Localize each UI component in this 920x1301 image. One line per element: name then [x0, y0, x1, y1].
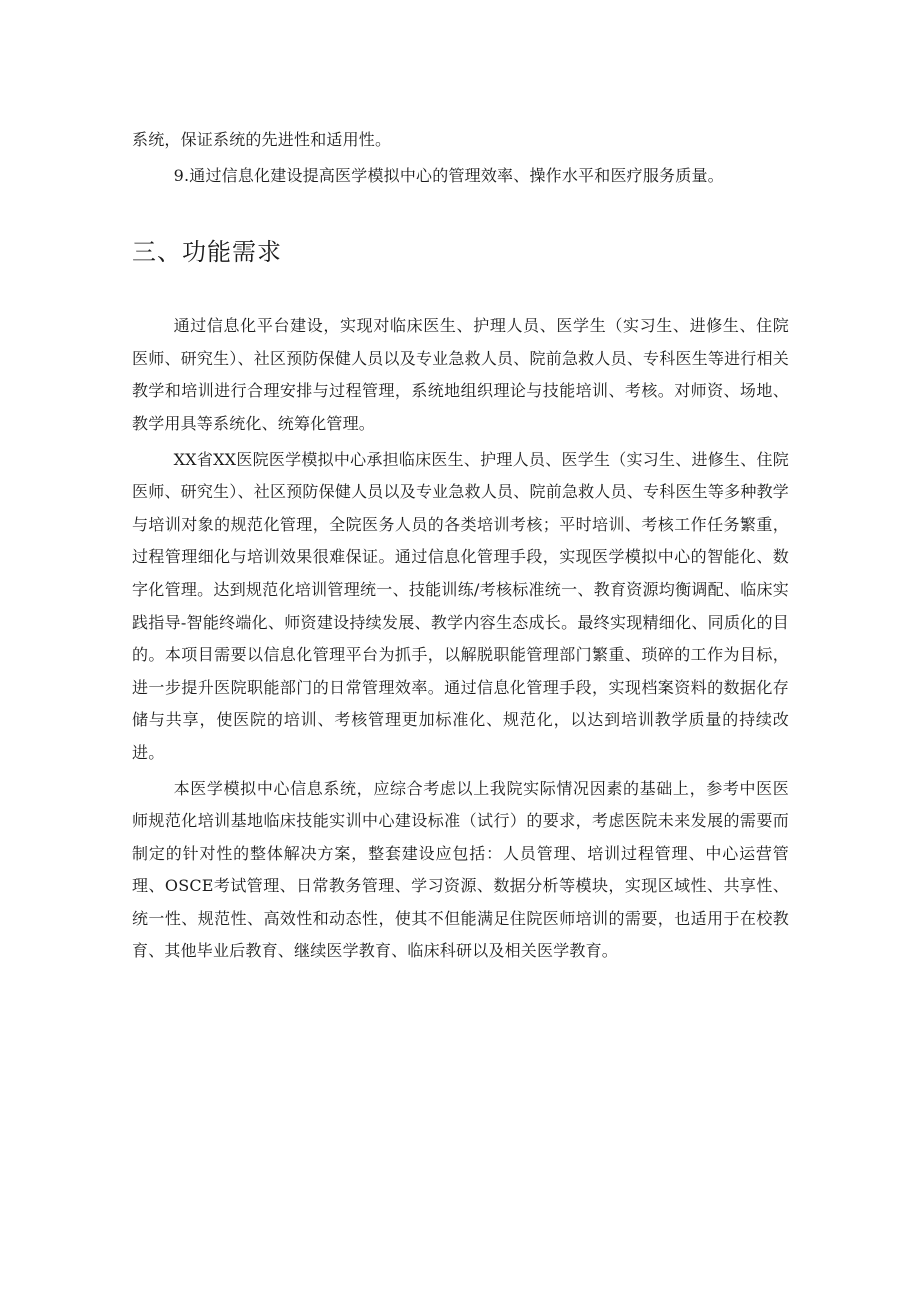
paragraph-2: XX省XX医院医学模拟中心承担临床医生、护理人员、医学生（实习生、进修生、住院医师、研究生）、社区预防保健人员以及专业急救人员、院前急救人员、专科医生等多种教学与培训对象的规范化管理，全院医务人员的各类培训考核；平时培训、考核工作任务繁重，过程管理细化与培训效果很难保证。通过信息化管理手段，实现医学模拟中心的智能化、数字化管理。达到规范化培训管理统一、技能训练/考核标准统一、教育资源均衡调配、临床实践指导-智能终端化、师资建设持续发展、教学内容生态成长。最终实现精细化、同质化的目的。本项目需要以信息化管理平台为抓手，以解脱职能管理部门繁重、琐碎的工作为目标，进一步提升医院职能部门的日常管理效率。通过信息化管理手段，实现档案资料的数据化存储与共享，使医院的培训、考核管理更加标准化、规范化，以达到培训教学质量的持续改进。: [132, 449, 789, 762]
document-body: [132, 124, 789, 968]
paragraph-3: 本医学模拟中心信息系统，应综合考虑以上我院实际情况因素的基础上，参考中医医师规范化培训基地临床技能实训中心建设标准（试行）的要求，考虑医院未来发展的需要而制定的针对性的整体解决方案，整套建设应包括：人员管理、培训过程管理、中心运营管理、OSCE考试管理、日常教务管理、学习资源、数据分析等模块，实现区域性、共享性、统一性、规范性、高效性和动态性，使其不但能满足住院医师培训的需要，也适用于在校教育、其他毕业后教育、继续医学教育、临床科研以及相关医学教育。: [132, 778, 789, 961]
section-heading: 三、功能需求: [132, 238, 282, 267]
list-item-9: 9.通过信息化建设提高医学模拟中心的管理效率、操作水平和医疗服务质量。: [173, 165, 724, 185]
paragraph-1: 通过信息化平台建设，实现对临床医生、护理人员、医学生（实习生、进修生、住院医师、研究生）、社区预防保健人员以及专业急救人员、院前急救人员、专科医生等进行相关教学和培训进行合理安排与过程管理，系统地组织理论与技能培训、考核。对师资、场地、教学用具等系统化、统筹化管理。: [132, 316, 789, 433]
intro-line: 系统，保证系统的先进性和适用性。: [132, 130, 392, 149]
